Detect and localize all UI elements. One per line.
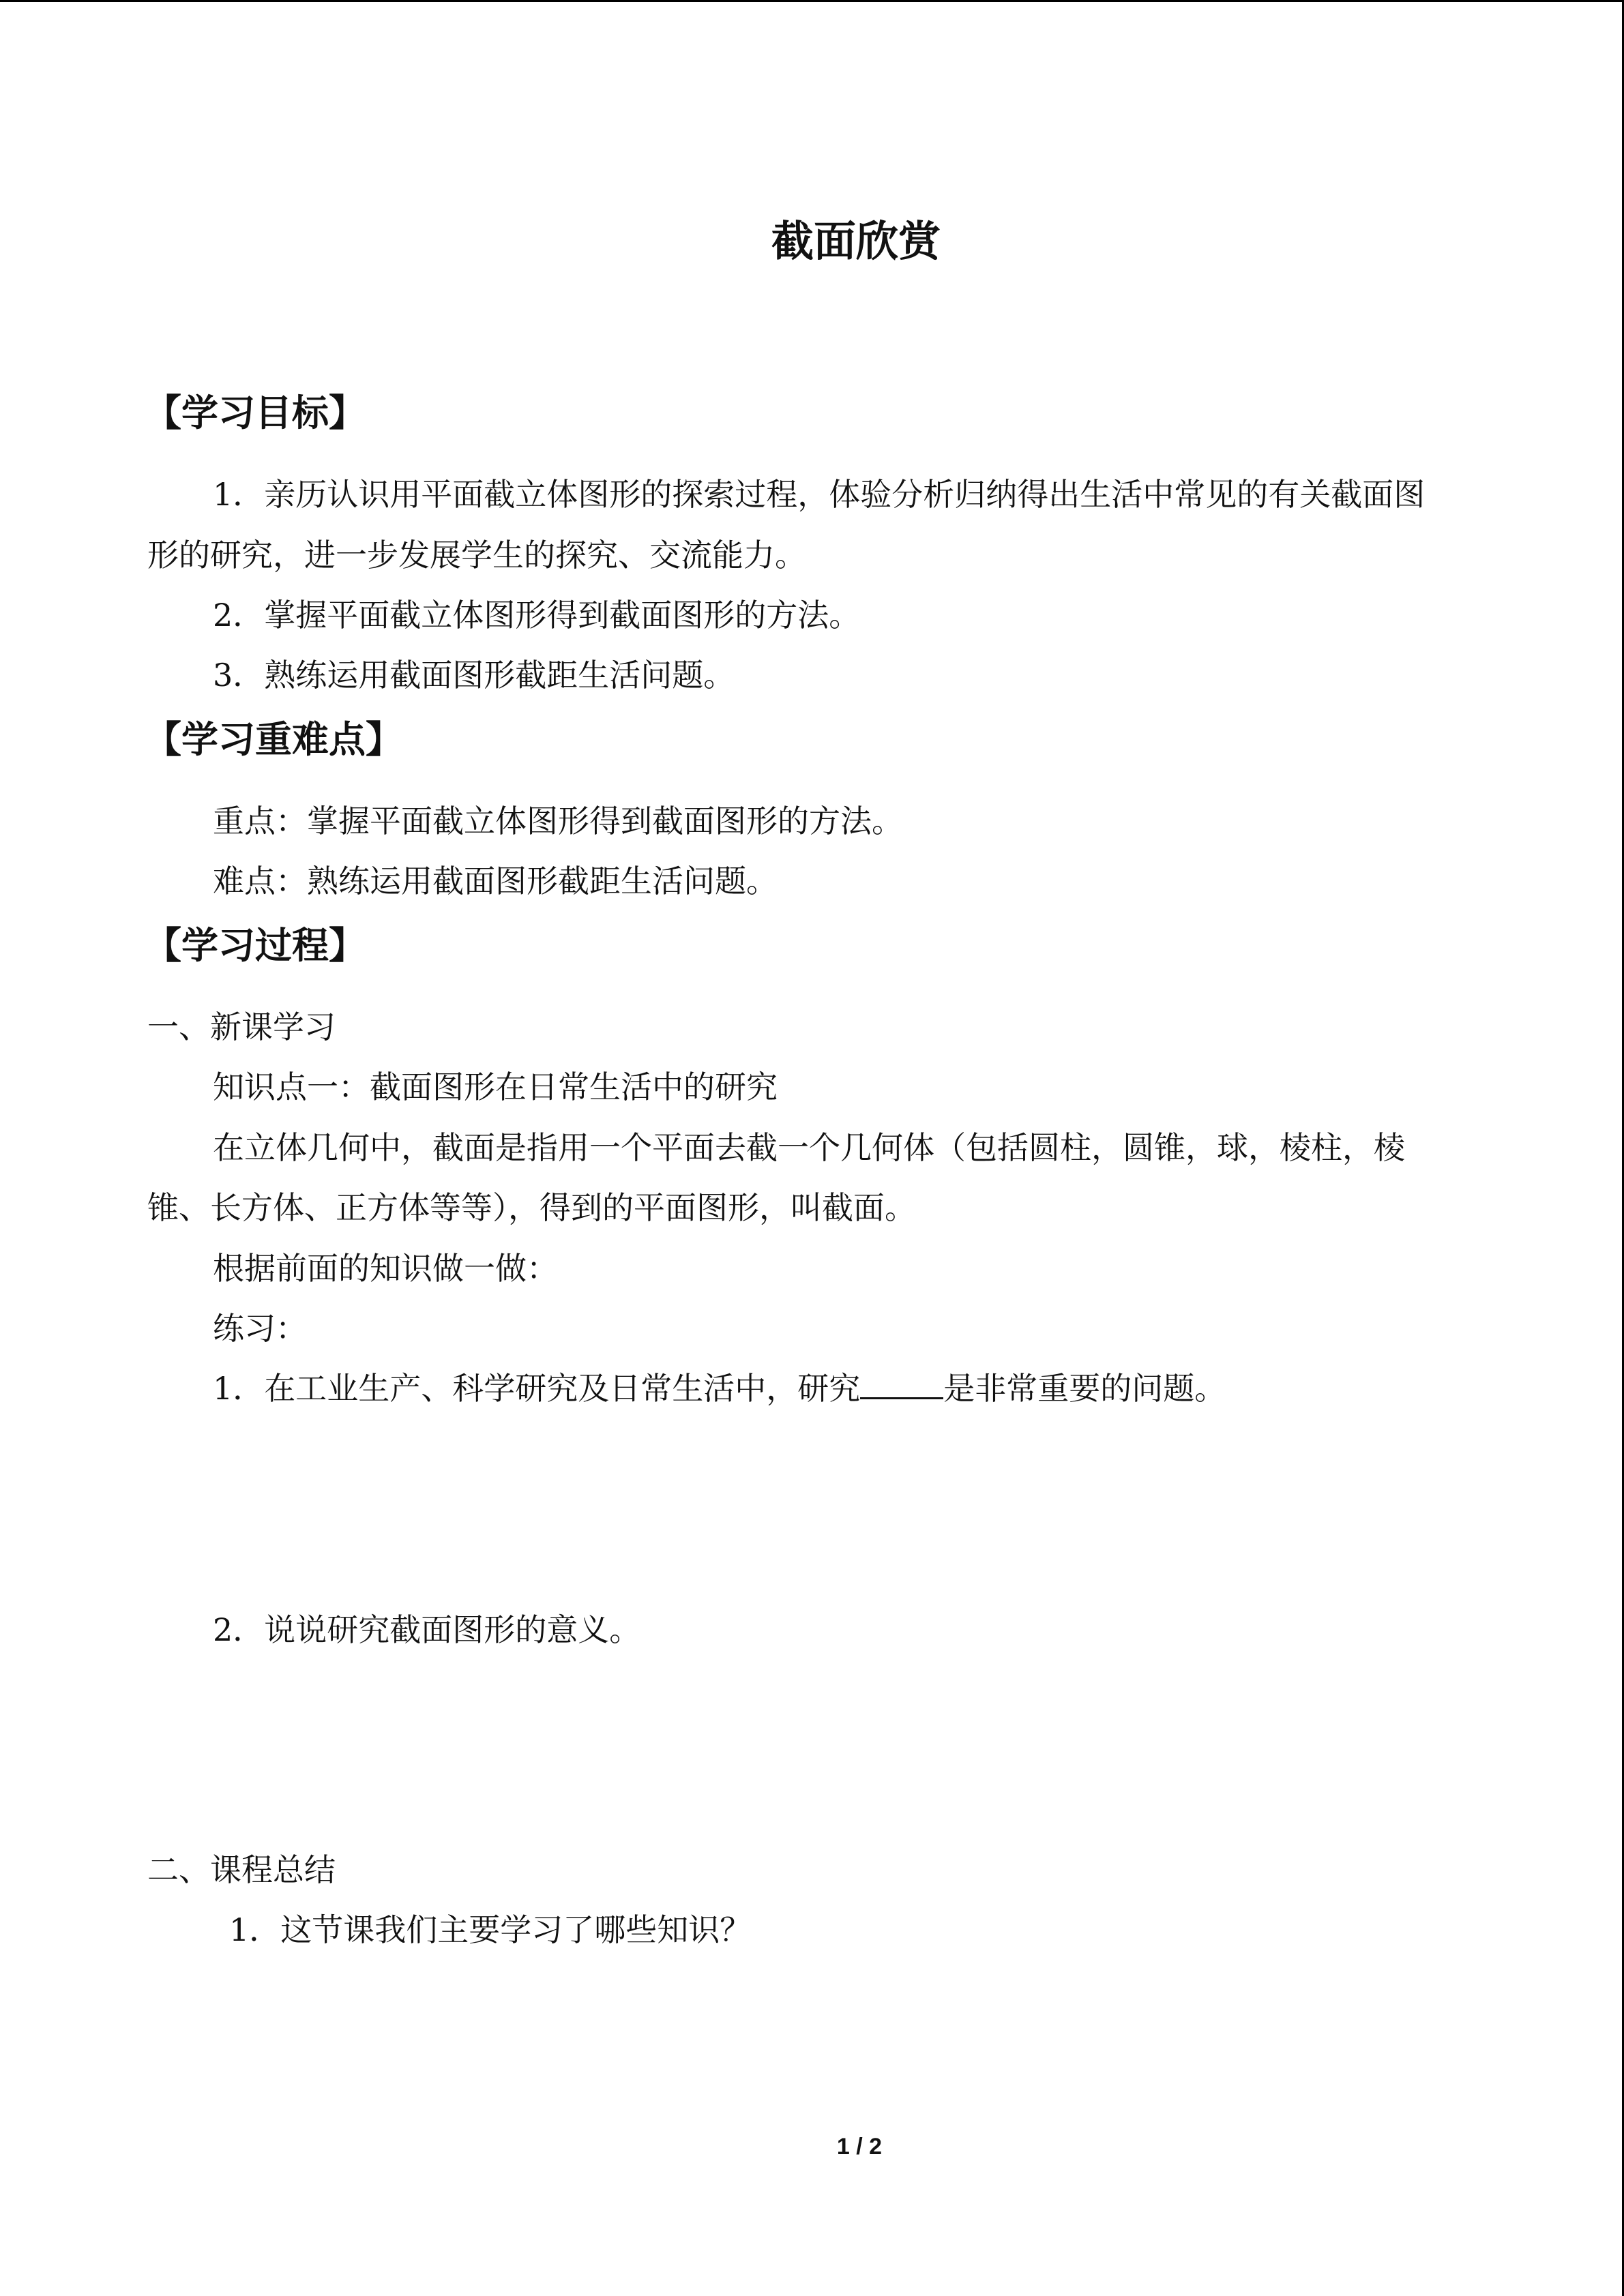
section-2-title: 二、课程总结 bbox=[147, 1851, 336, 1888]
definition-line-1: 在立体几何中，截面是指用一个平面去截一个几何体（包括圆柱，圆锥，球，棱柱，棱 bbox=[213, 1129, 1405, 1166]
objective-1-line-2: 形的研究，进一步发展学生的探究、交流能力。 bbox=[147, 537, 806, 573]
summary-question-1: 1．这节课我们主要学习了哪些知识？ bbox=[229, 1911, 752, 1948]
page-number: 1 / 2 bbox=[836, 2134, 883, 2160]
page-title: 截面欣赏 bbox=[771, 216, 941, 266]
section-1-title: 一、新课学习 bbox=[147, 1009, 336, 1045]
process-heading: 【学习过程】 bbox=[145, 924, 366, 967]
knowledge-point-1: 知识点一：截面图形在日常生活中的研究 bbox=[213, 1069, 778, 1105]
practice-prompt: 根据前面的知识做一做： bbox=[213, 1250, 558, 1287]
definition-line-2: 锥、长方体、正方体等等），得到的平面图形，叫截面。 bbox=[147, 1189, 916, 1226]
objective-3: 3．熟练运用截面图形截距生活问题。 bbox=[213, 657, 735, 694]
exercise-question-1 bbox=[213, 1368, 1226, 1409]
exercise-question-2: 2．说说研究截面图形的意义。 bbox=[213, 1611, 641, 1648]
objective-1-line-1: 1．亲历认识用平面截立体图形的探索过程，体验分析归纳得出生活中常见的有关截面图 bbox=[213, 476, 1426, 513]
question-1-text-after: 是非常重要的问题。 bbox=[943, 1370, 1226, 1407]
page-top-border bbox=[0, 0, 1624, 2]
key-point-difficulty: 难点：熟练运用截面图形截距生活问题。 bbox=[213, 863, 778, 899]
objectives-heading: 【学习目标】 bbox=[145, 391, 366, 434]
question-1-text-before: 1．在工业生产、科学研究及日常生活中，研究 bbox=[213, 1370, 861, 1407]
key-points-heading: 【学习重难点】 bbox=[145, 718, 402, 761]
fill-in-blank bbox=[860, 1370, 943, 1399]
key-point-focus: 重点：掌握平面截立体图形得到截面图形的方法。 bbox=[213, 803, 903, 839]
objective-2: 2．掌握平面截立体图形得到截面图形的方法。 bbox=[213, 597, 861, 633]
exercise-label: 练习： bbox=[213, 1310, 307, 1347]
